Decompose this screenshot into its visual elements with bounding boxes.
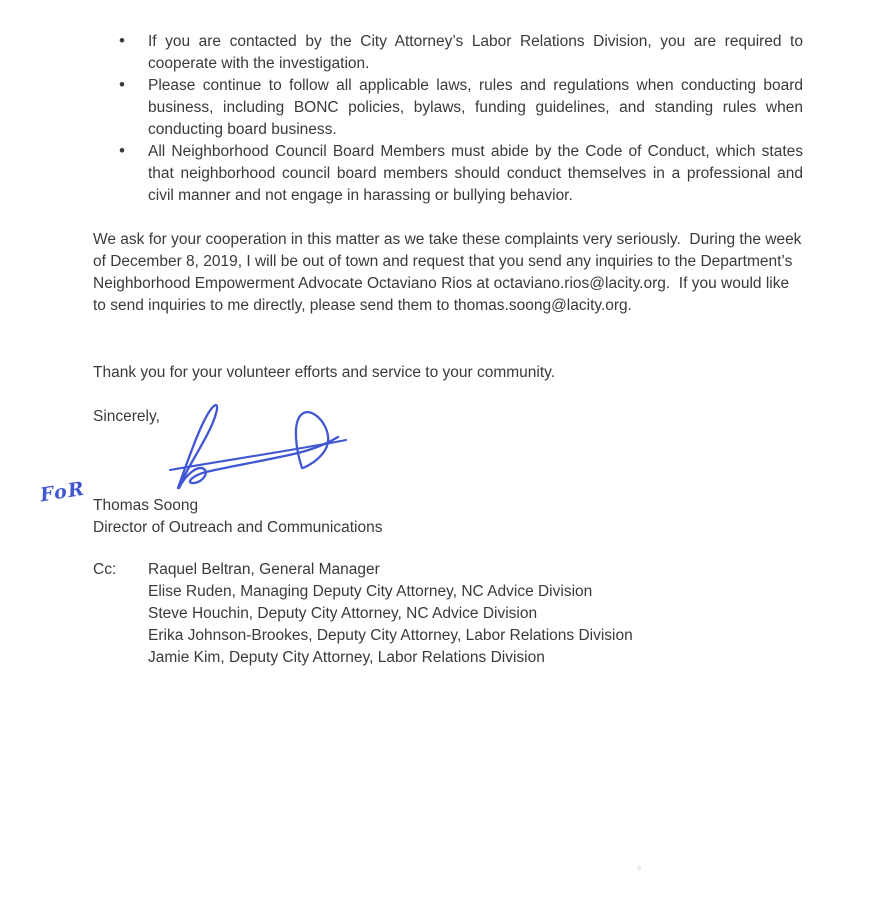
cc-entry: Erika Johnson-Brookes, Deputy City Attorney, Labor Relations Division [148, 627, 633, 644]
cc-block [93, 559, 743, 669]
bullet-item [93, 75, 803, 141]
cc-entry: Steve Houchin, Deputy City Attorney, NC Advice Division [148, 605, 538, 622]
bullet-item [93, 141, 803, 207]
for-annotation: FoR [38, 477, 87, 507]
bullet-item [93, 31, 803, 75]
bullet-text: If you are contacted by the City Attorney’s Labor Relations Division, you are required to cooperate with the investigation. [148, 33, 803, 72]
scan-artifact [637, 865, 641, 871]
salutation: Sincerely, [93, 408, 160, 425]
bullet-text: Please continue to follow all applicable laws, rules and regulations when conducting board business, including BONC policies, bylaws, funding guidelines, and standing rules when conducting board business. [148, 77, 803, 138]
cc-entry: Elise Ruden, Managing Deputy City Attorney, NC Advice Division [148, 583, 593, 600]
signer-name: Thomas Soong [93, 497, 199, 514]
cc-list [148, 559, 633, 669]
handwritten-signature-icon [150, 398, 350, 498]
cc-entry: Jamie Kim, Deputy City Attorney, Labor Relations Division [148, 649, 545, 666]
paragraph-cooperation: We ask for your cooperation in this matter as we take these complaints very seriously. During the week of December 8, 2019, I will be out of town and request that you send any inquiries to the Department’s Neighborhood Empowerment Advocate Octaviano Rios at octaviano.rios@lacity.org. If you would like to send inquiries to me directly, please send them to thomas.soong@lacity.org. [93, 231, 806, 314]
cc-label: Cc: [93, 561, 117, 578]
cc-entry: Raquel Beltran, General Manager [148, 561, 380, 578]
signer-title: Director of Outreach and Communications [93, 519, 383, 536]
bullet-list [93, 31, 803, 207]
signer-block [93, 495, 593, 539]
paragraph-thanks: Thank you for your volunteer efforts and service to your community. [93, 364, 556, 381]
bullet-text: All Neighborhood Council Board Members must abide by the Code of Conduct, which states that neighborhood council board members should conduct themselves in a professional and civil manner and not engage in harassing or bullying behavior. [148, 143, 803, 204]
